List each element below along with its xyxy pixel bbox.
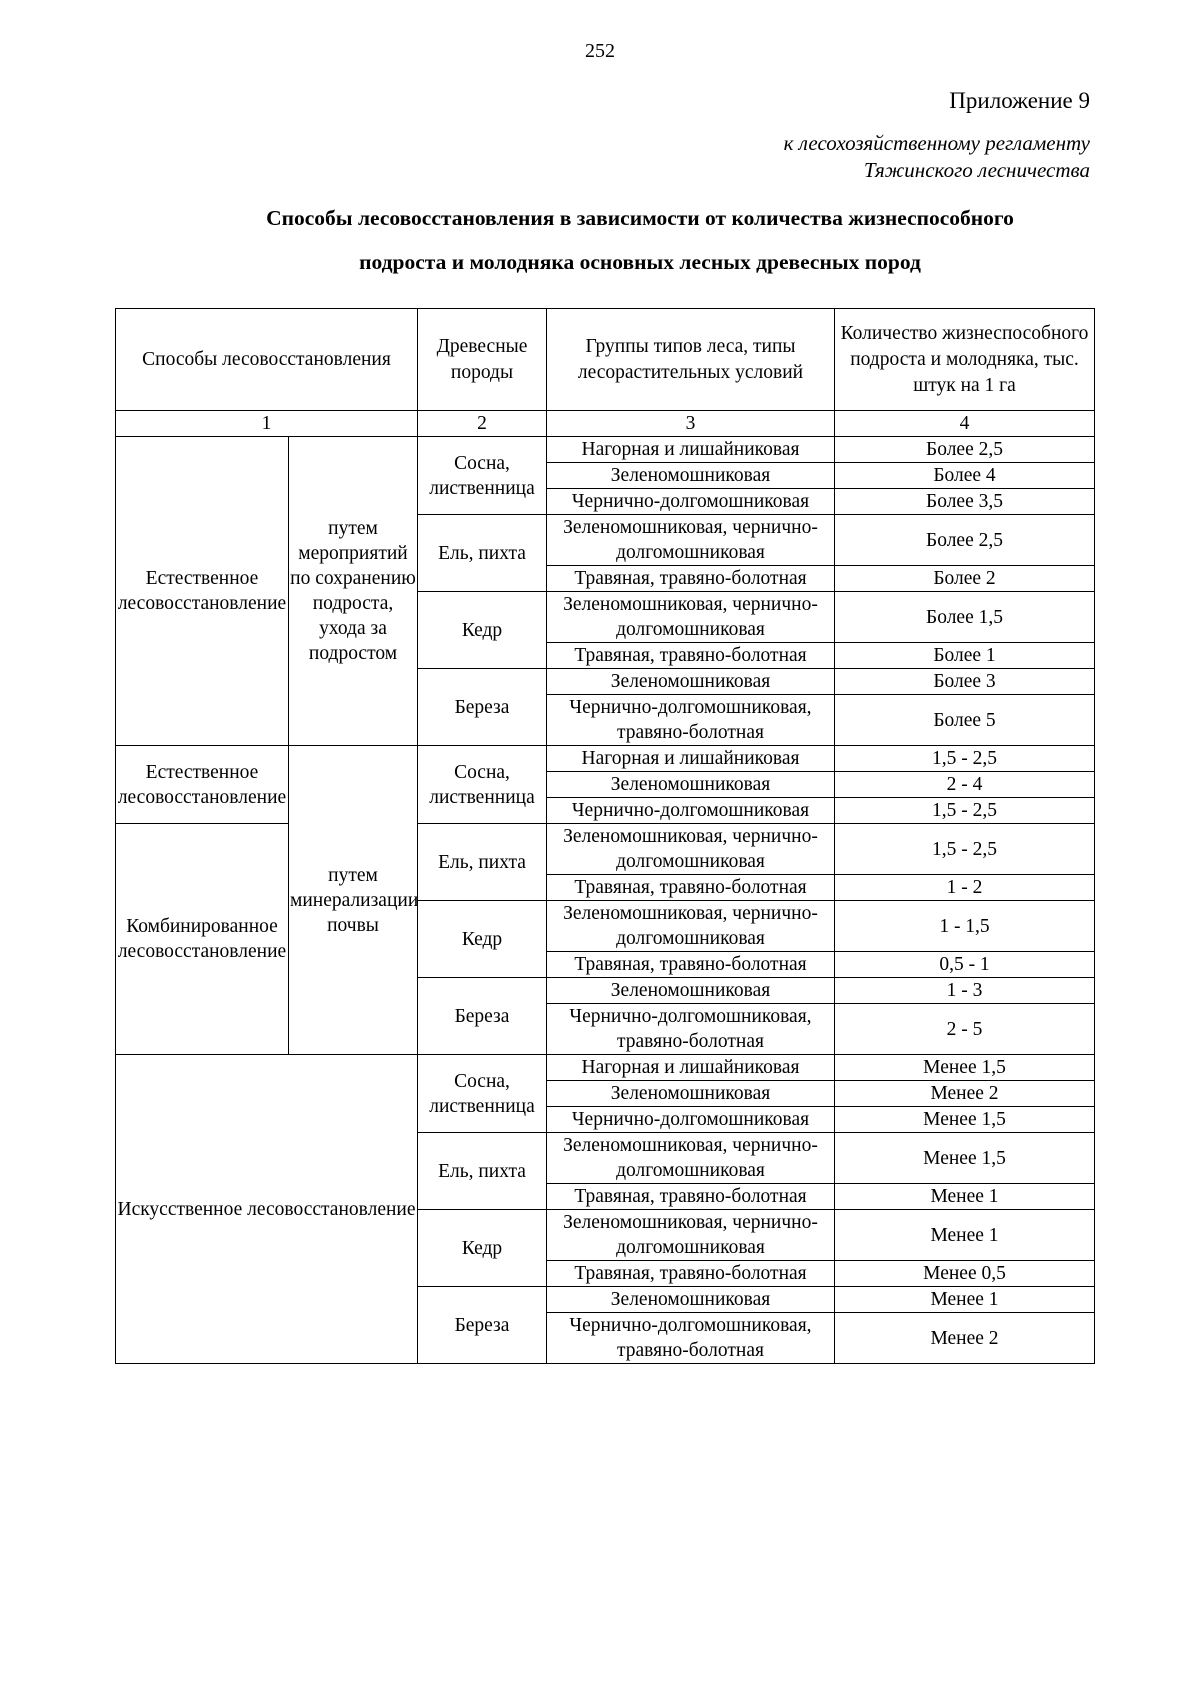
group-cell: Зеленомошниковая — [547, 463, 835, 489]
value-cell: Более 2 — [835, 566, 1095, 592]
species-cell: Кедр — [418, 901, 547, 978]
header-species: Древесные породы — [418, 309, 547, 411]
column-number: 2 — [418, 411, 547, 437]
species-cell: Ель, пихта — [418, 824, 547, 901]
header-methods: Способы лесовосстановления — [116, 309, 418, 411]
document-title — [190, 196, 1090, 284]
species-cell: Ель, пихта — [418, 515, 547, 592]
value-cell: Менее 2 — [835, 1081, 1095, 1107]
value-cell: Более 4 — [835, 463, 1095, 489]
group-cell: Травяная, травяно-болотная — [547, 566, 835, 592]
group-cell: Зеленомошниковая — [547, 978, 835, 1004]
group-cell: Травяная, травяно-болотная — [547, 952, 835, 978]
reforestation-table — [115, 308, 1095, 1364]
value-cell: Менее 1,5 — [835, 1055, 1095, 1081]
species-cell: Ель, пихта — [418, 1133, 547, 1210]
group-cell: Нагорная и лишайниковая — [547, 1055, 835, 1081]
group-cell: Зеленомошниковая — [547, 1287, 835, 1313]
value-cell: 0,5 - 1 — [835, 952, 1095, 978]
table-row — [116, 437, 1095, 463]
value-cell: Более 1,5 — [835, 592, 1095, 643]
method-cell: Искусственное лесовосстановление — [116, 1055, 418, 1364]
value-cell: Более 2,5 — [835, 437, 1095, 463]
header-row — [116, 309, 1095, 411]
group-cell: Зеленомошниковая, чернично-долгомошниковая — [547, 515, 835, 566]
group-cell: Чернично-долгомошниковая — [547, 1107, 835, 1133]
appendix-label: Приложение 9 — [949, 88, 1090, 113]
value-cell: Менее 1 — [835, 1184, 1095, 1210]
group-cell: Зеленомошниковая — [547, 772, 835, 798]
group-cell: Зеленомошниковая, чернично-долгомошниковая — [547, 824, 835, 875]
column-number: 4 — [835, 411, 1095, 437]
value-cell: Более 3 — [835, 669, 1095, 695]
group-cell: Чернично-долгомошниковая, травяно-болотная — [547, 695, 835, 746]
value-cell: Менее 1,5 — [835, 1107, 1095, 1133]
value-cell: 2 - 4 — [835, 772, 1095, 798]
value-cell: 1 - 1,5 — [835, 901, 1095, 952]
value-cell: Более 5 — [835, 695, 1095, 746]
group-cell: Зеленомошниковая — [547, 669, 835, 695]
species-cell: Береза — [418, 669, 547, 746]
header-quantity: Количество жизнеспособного подроста и молодняка, тыс. штук на 1 га — [835, 309, 1095, 411]
value-cell: 1,5 - 2,5 — [835, 798, 1095, 824]
title-line-2: подроста и молодняка основных лесных древесных пород — [359, 250, 921, 274]
group-cell: Зеленомошниковая, чернично-долгомошниковая — [547, 592, 835, 643]
value-cell: Менее 1,5 — [835, 1133, 1095, 1184]
header-groups: Группы типов леса, типы лесорастительных условий — [547, 309, 835, 411]
table-row — [116, 746, 1095, 772]
group-cell: Зеленомошниковая — [547, 1081, 835, 1107]
group-cell: Травяная, травяно-болотная — [547, 1261, 835, 1287]
title-line-1: Способы лесовосстановления в зависимости от количества жизнеспособного — [266, 206, 1014, 230]
method-cell: Естественное лесовосстановление — [116, 437, 289, 746]
column-number-row — [116, 411, 1095, 437]
value-cell: 1,5 - 2,5 — [835, 746, 1095, 772]
group-cell: Зеленомошниковая, чернично-долгомошниковая — [547, 901, 835, 952]
table-row — [116, 1055, 1095, 1081]
species-cell: Береза — [418, 978, 547, 1055]
method-cell: Комбинированное лесовосстановление — [116, 824, 289, 1055]
species-cell: Сосна, лиственница — [418, 437, 547, 515]
group-cell: Чернично-долгомошниковая, травяно-болотная — [547, 1004, 835, 1055]
group-cell: Чернично-долгомошниковая — [547, 489, 835, 515]
species-cell: Сосна, лиственница — [418, 746, 547, 824]
subtitle-line-2: Тяжинского лесничества — [863, 158, 1090, 182]
group-cell: Зеленомошниковая, чернично-долгомошниковая — [547, 1133, 835, 1184]
value-cell: 1,5 - 2,5 — [835, 824, 1095, 875]
value-cell: 1 - 3 — [835, 978, 1095, 1004]
group-cell: Чернично-долгомошниковая — [547, 798, 835, 824]
column-number: 3 — [547, 411, 835, 437]
value-cell: Более 1 — [835, 643, 1095, 669]
column-number: 1 — [116, 411, 418, 437]
species-cell: Кедр — [418, 1210, 547, 1287]
group-cell: Травяная, травяно-болотная — [547, 875, 835, 901]
group-cell: Травяная, травяно-болотная — [547, 1184, 835, 1210]
submethod-cell: путем минерализации почвы — [289, 746, 418, 1055]
group-cell: Травяная, травяно-болотная — [547, 643, 835, 669]
group-cell: Нагорная и лишайниковая — [547, 746, 835, 772]
value-cell: 2 - 5 — [835, 1004, 1095, 1055]
group-cell: Чернично-долгомошниковая, травяно-болотная — [547, 1313, 835, 1364]
species-cell: Береза — [418, 1287, 547, 1364]
value-cell: Менее 1 — [835, 1210, 1095, 1261]
value-cell: Менее 0,5 — [835, 1261, 1095, 1287]
value-cell: Более 2,5 — [835, 515, 1095, 566]
species-cell: Кедр — [418, 592, 547, 669]
group-cell: Зеленомошниковая, чернично-долгомошниковая — [547, 1210, 835, 1261]
value-cell: Более 3,5 — [835, 489, 1095, 515]
subtitle-line-1: к лесохозяйственному регламенту — [783, 131, 1090, 155]
value-cell: Менее 2 — [835, 1313, 1095, 1364]
group-cell: Нагорная и лишайниковая — [547, 437, 835, 463]
page-number: 252 — [585, 40, 615, 62]
appendix-subtitle — [784, 130, 1090, 184]
species-cell: Сосна, лиственница — [418, 1055, 547, 1133]
value-cell: 1 - 2 — [835, 875, 1095, 901]
value-cell: Менее 1 — [835, 1287, 1095, 1313]
method-cell: Естественное лесовосстановление — [116, 746, 289, 824]
submethod-cell: путем мероприятий по сохранению подроста, ухода за подростом — [289, 437, 418, 746]
